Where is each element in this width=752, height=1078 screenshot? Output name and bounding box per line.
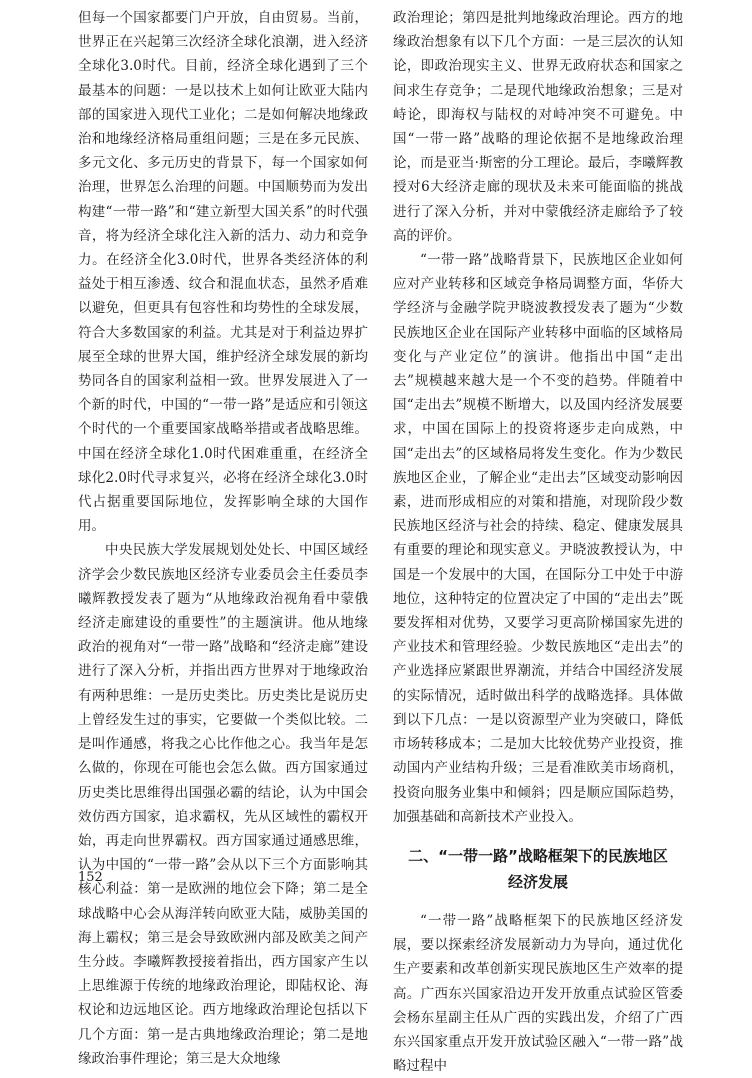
right-text-column (393, 6, 683, 1078)
section-heading-line-1: 二、“一带一路”战略框架下的民族地区 (408, 846, 668, 865)
right-paragraph-1: 政治理论；第四是批判地缘政治理论。西方的地缘政治想象有以下几个方面：一是三层次的认知论，即政治现实主义、世界无政府状态和国家之间求生存竞争；二是现代地缘政治想象；三是对峙论，即海权与陆权的对峙冲突不可避免。中国“一带一路”战略的理论依据不是地缘政治理论，而是亚当·斯密的分工理论。最后，李曦辉教授对6大经济走廊的现状及未来可能面临的挑战进行了深入分析，并对中蒙俄经济走廊给予了较高的评价。 (393, 10, 683, 244)
left-paragraph-2: 中央民族大学发展规划处处长、中国区域经济学会少数民族地区经济专业委员会主任委员李曦辉教授发表了题为“从地缘政治视角看中蒙俄经济走廊建设的重要性”的主题演讲。他从地缘政治的视角对“一带一路”战略和“经济走廊”建设进行了深入分析，并指出西方世界对于地缘政治有两种思维：一是历史类比。历史类比是说历史上曾经发生过的事实，它要做一个类似比较。二是叫作通感，将我之心比作他之心。我当年是怎么做的，你现在可能也会怎么做。西方国家通过历史类比思维得出国强必霸的结论，认为中国会效仿西方国家，追求霸权，先从区域性的霸权开始，再走向世界霸权。西方国家通过通感思维，认为中国的“一带一路”会从以下三个方面影响其核心利益：第一是欧洲的地位会下降；第二是全球战略中心会从海洋转向欧亚大陆，威胁美国的海上霸权；第三是会导致欧洲内部及欧美之间产生分歧。李曦辉教授接着指出，西方国家产生以上思维源于传统的地缘政治理论，即陆权论、海权论和边远地区论。西方地缘政治理论包括以下几个方面：第一是古典地缘政治理论；第二是地缘政治事件理论；第三是大众地缘 (78, 542, 368, 1067)
section-heading-line-2: 经济发展 (507, 872, 568, 891)
left-paragraph-1: 但每一个国家都要门户开放，自由贸易。当前，世界正在兴起第三次经济全球化浪潮，进入经济全球化3.0时代。目前，经济全球化遇到了三个最基本的问题：一是以技术上如何让欧亚大陆内部的国家进入现代工业化；二是如何解决地缘政治和地缘经济格局重组问题；三是在多元民族、多元文化、多元历史的背景下，每一个国家如何治理，世界怎么治理的问题。中国顺势而为发出构建“一带一路”和“建立新型大国关系”的时代强音，将为经济全球化注入新的活力、动力和竞争力。在经济全化3.0时代，世界各类经济体的利益处于相互渗透、纹合和混血状态，虽然矛盾难以避免，但更具有包容性和均势性的全球发展，符合大多数国家的利益。尤其是对于利益边界扩展至全球的世界大国，维护经济全球发展的新均势同各自的国家利益相一致。世界发展进入了一个新的时代，中国的“一带一路”是适应和引领这个时代的一个重要国家战略举措或者战略思维。中国在经济全球化1.0时代困难重重，在经济全球化2.0时代寻求复兴，必将在经济全球化3.0时代占据重要国际地位，发挥影响全球的大国作用。 (78, 10, 368, 535)
right-paragraph-3: “一带一路”战略框架下的民族地区经济发展，要以探索经济发展新动力为导向，通过优化生产要素和改革创新实现民族地区生产效率的提高。广西东兴国家沿边开发开放重点试验区管委会杨东星副主任从广西的实践出发，介绍了广西东兴国家重点开发开放试验区融入“一带一路”战略过程中 (393, 912, 683, 1075)
right-paragraph-2: “一带一路”战略背景下，民族地区企业如何应对产业转移和区域竞争格局调整方面，华侨大学经济与金融学院尹晓波教授发表了题为“少数民族地区企业在国际产业转移中面临的区域格局变化与产业定位”的演讲。他指出中国“走出去”规模越来越大是一个不变的趋势。伴随着中国“走出去”规模不断增大，以及国内经济发展要求，中国在国际上的投资将逐步走向成熟，中国“走出去”的区域格局将发生变化。作为少数民族地区企业，了解企业“走出去”区域变动影响因素，进而形成相应的对策和措施，对现阶段少数民族地区经济与社会的持续、稳定、健康发展具有重要的理论和现实意义。尹晓波教授认为，中国是一个发展中的大国，在国际分工中处于中游地位，这种特定的位置决定了中国的“走出去”既要发挥相对优势，又要学习更高阶梯国家先进的产业技术和管理经验。少数民族地区“走出去”的产业选择应紧跟世界潮流，并结合中国经济发展的实际情况，适时做出科学的战略选择。具体做到以下几点：一是以资源型产业为突破口，降低市场转移成本；二是加大比较优势产业投资，推动国内产业结构升级；三是看准欧美市场商机，投资向服务业集中和倾斜；四是顺应国际趋势，加强基础和高新技术产业投入。 (393, 252, 683, 825)
section-heading (393, 843, 683, 895)
page-number: 152 (78, 870, 103, 885)
left-text-column (78, 6, 368, 1071)
